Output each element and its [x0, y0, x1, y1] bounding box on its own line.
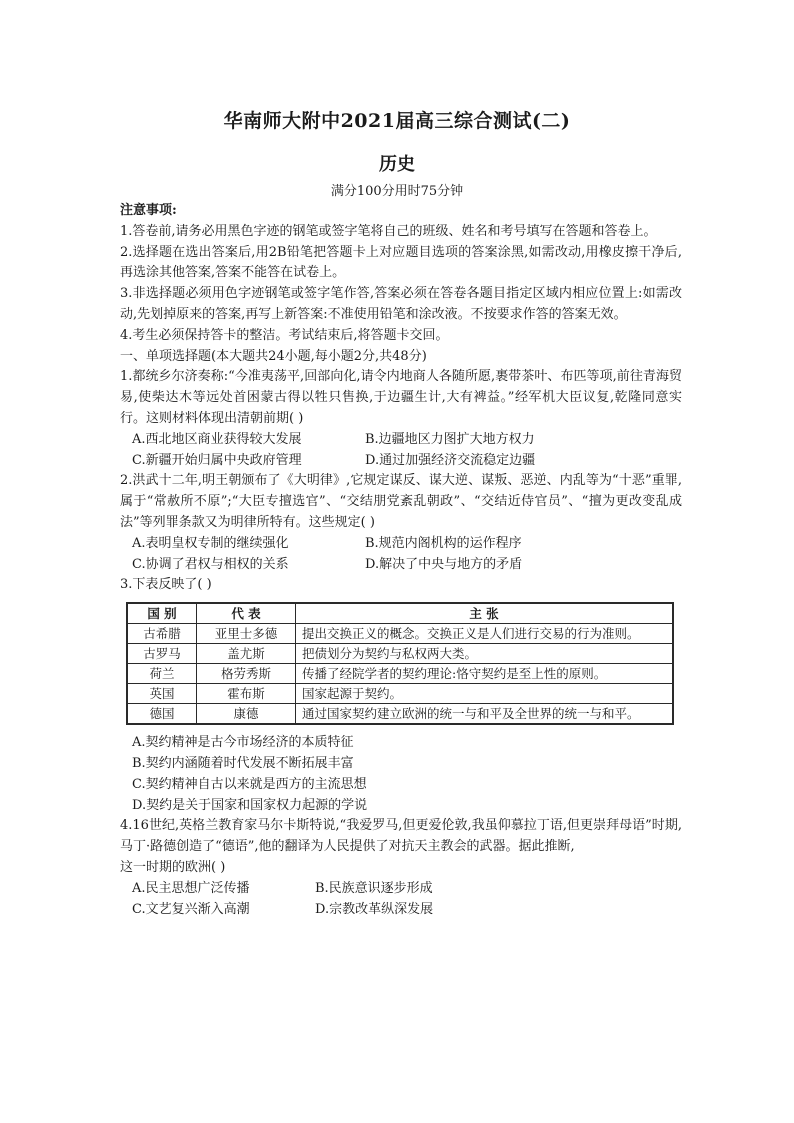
note-item: 2.选择题在选出答案后,用2B铅笔把答题卡上对应题目选项的答案涂黑,如需改动,用橡皮擦干净后,再选涂其他答案,答案不能答在试卷上。	[120, 244, 682, 281]
option-b: B.规范内阁机构的运作程序	[365, 535, 522, 551]
cell-country: 荷兰	[127, 664, 197, 684]
note-item: 4.考生必须保持答卡的整洁。考试结束后,将答题卡交回。	[120, 327, 449, 343]
cell-representative: 格劳秀斯	[197, 664, 296, 684]
question-stem: 2.洪武十二年,明王朝颁布了《大明律》,它规定谋反、谋大逆、谋叛、恶逆、内乱等为“十恶”重罪,属于“常赦所不原”;“大臣专擅选官”、“交结朋党紊乱朝政”、“交结近侍官员”、“擅为更改变乱成法”等列罪条款又为明律所特有。这些规定( )	[120, 473, 682, 530]
cell-country: 古希腊	[127, 624, 197, 644]
cell-claim: 国家起源于契约。	[296, 684, 674, 704]
question-options	[132, 879, 682, 921]
option-c: C.协调了君权与相权的关系	[132, 556, 289, 572]
cell-representative: 霍布斯	[197, 684, 296, 704]
option-d: D.通过加强经济交流稳定边疆	[365, 452, 536, 468]
exam-title: 华南师大附中2021届高三综合测试(二)	[223, 110, 571, 132]
table-row	[127, 704, 673, 725]
table-row	[127, 664, 673, 684]
question-options	[132, 430, 682, 472]
question-options	[132, 534, 682, 576]
option-b: B.边疆地区力图扩大地方权力	[365, 431, 535, 447]
option-c: C.新疆开始归属中央政府管理	[132, 452, 302, 468]
contract-table	[126, 602, 674, 725]
question-options	[132, 733, 682, 816]
cell-country: 古罗马	[127, 644, 197, 664]
cell-claim: 传播了经院学者的契约理论:恪守契约是至上性的原则。	[296, 664, 674, 684]
question-stem-continued: 这一时期的欧洲( )	[120, 859, 226, 875]
question-stem: 1.都统乡尔济奏称:“今准夷荡平,回部向化,请令内地商人各随所愿,裹带茶叶、布匹等项,前往青海贸易,使柴达木等远处首困蒙古得以牲只售换,于边疆生计,大有裨益。”经军机大臣议复,乾隆同意实行。这则材料体现出清朝前期( )	[120, 369, 682, 426]
cell-representative: 盖尤斯	[197, 644, 296, 664]
header-country: 国 别	[127, 603, 197, 624]
cell-claim: 提出交换正义的概念。交换正义是人们进行交易的行为准则。	[296, 624, 674, 644]
table-row	[127, 684, 673, 704]
option-d: D.宗教改革纵深发展	[315, 901, 434, 917]
exam-meta: 满分100分用时75分钟	[330, 184, 464, 199]
option-d: D.契约是关于国家和国家权力起源的学说	[132, 797, 368, 813]
question-stem: 4.16世纪,英格兰教育家马尔卡斯特说,“我爱罗马,但更爱伦敦,我虽仰慕拉丁语,但更崇拜母语”时期,马丁·路德创造了“德语”,他的翻译为人民提供了对抗天主教会的武器。据此推断,	[120, 818, 682, 855]
option-c: C.契约精神自古以来就是西方的主流思想	[132, 776, 367, 792]
cell-claim: 把债划分为契约与私权两大类。	[296, 644, 674, 664]
note-item: 3.非选择题必须用色字迹钢笔或签字笔作答,答案必须在答卷各题目指定区域内相应位置上:如需改动,先划掉原来的答案,再写上新答案:不准使用铅笔和涂改液。不按要求作答的答案无效。	[120, 286, 682, 322]
exam-body	[120, 201, 682, 920]
option-c: C.文艺复兴渐入高潮	[132, 901, 250, 917]
cell-representative: 亚里士多德	[197, 624, 296, 644]
option-d: D.解决了中央与地方的矛盾	[365, 556, 523, 572]
question-stem: 3.下表反映了( )	[120, 577, 212, 593]
option-a: A.表明皇权专制的继续强化	[132, 535, 289, 551]
note-item: 1.答卷前,请务必用黑色字迹的钢笔或签字笔将自己的班级、姓名和考号填写在答题和答卷上。	[120, 223, 657, 239]
option-a: A.契约精神是古今市场经济的本质特征	[132, 735, 354, 751]
cell-claim: 通过国家契约建立欧洲的统一与和平及全世界的统一与和平。	[296, 704, 674, 725]
option-b: B.民族意识逐步形成	[315, 880, 433, 896]
table-header-row	[127, 603, 673, 624]
cell-country: 英国	[127, 684, 197, 704]
table-row	[127, 644, 673, 664]
section-heading: 一、单项选择题(本大题共24小题,每小题2分,共48分)	[120, 348, 427, 364]
cell-representative: 康德	[197, 704, 296, 725]
cell-country: 德国	[127, 704, 197, 725]
header-representative: 代 表	[197, 603, 296, 624]
option-b: B.契约内涵随着时代发展不断拓展丰富	[132, 755, 354, 771]
option-a: A.民主思想广泛传播	[132, 880, 250, 896]
subject-title: 历史	[379, 154, 415, 175]
notes-heading: 注意事项:	[120, 203, 177, 218]
table-row	[127, 624, 673, 644]
header-claim: 主 张	[296, 603, 674, 624]
option-a: A.西北地区商业获得较大发展	[132, 431, 302, 447]
